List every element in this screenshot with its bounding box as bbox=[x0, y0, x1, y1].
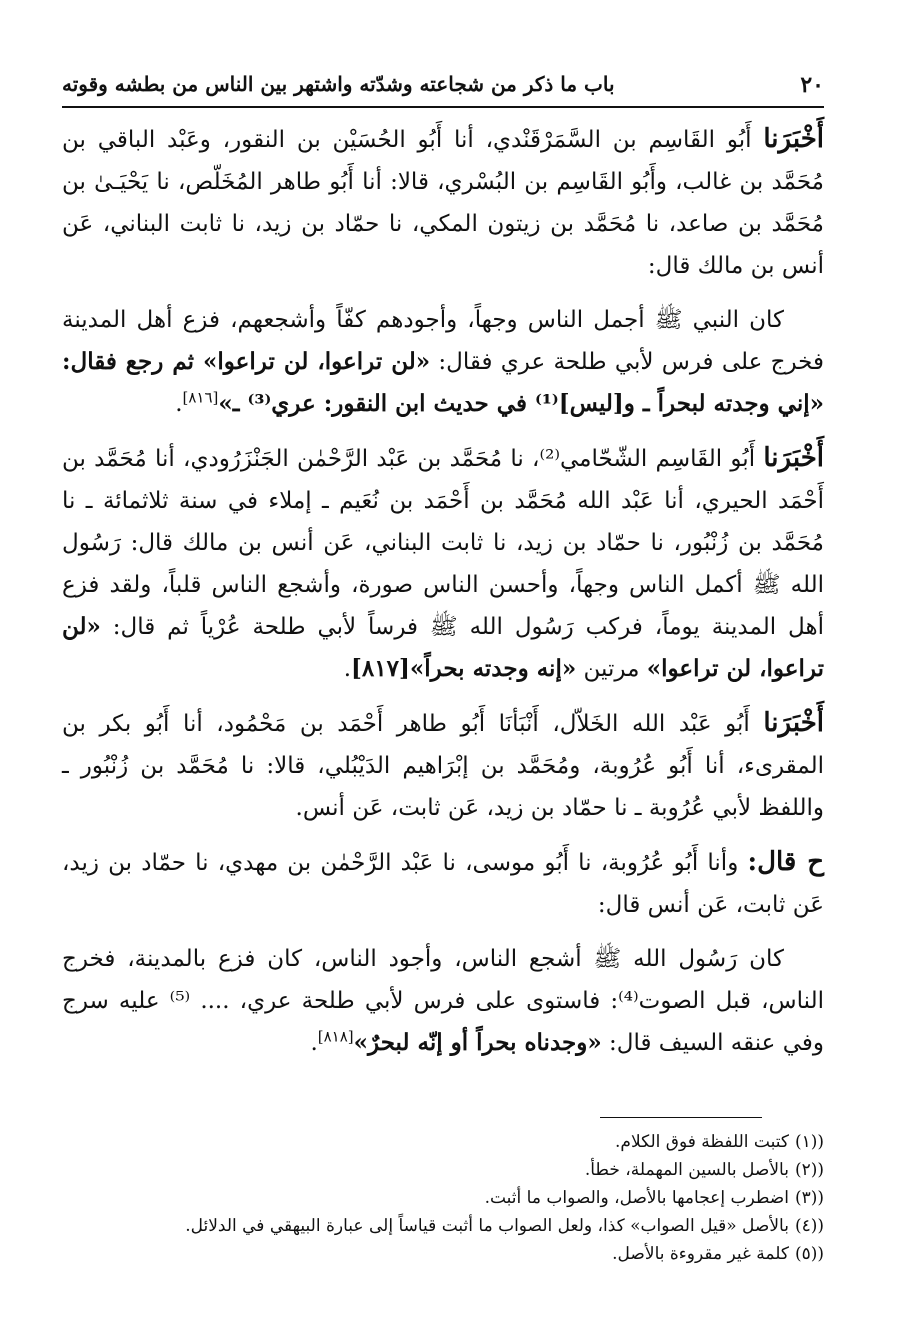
paragraph-text: كان النبي ﷺ أجمل الناس وجهاً، وأجودهم كفّاً وأشجعهم، فزع أهل المدينة فخرج على فرس لأبي طلحة عري فقال: bbox=[62, 307, 824, 375]
main-text bbox=[62, 118, 824, 1076]
hadith-number: [٨١٨] bbox=[317, 1027, 354, 1046]
footnotes bbox=[62, 1128, 824, 1268]
footnote-text: بالأصل «قيل الصواب» كذا، ولعل الصواب ما أثبت قياساً إلى عبارة البيهقي في الدلائل. bbox=[185, 1216, 789, 1236]
footnote bbox=[62, 1156, 824, 1184]
keyword: ح قال: bbox=[747, 847, 824, 877]
footnote-text: اضطرب إعجامها بالأصل، والصواب ما أثبت. bbox=[484, 1188, 789, 1208]
footnote-text: كلمة غير مقروءة بالأصل. bbox=[612, 1244, 789, 1264]
footnote-text: بالأصل بالسين المهملة، خطأ. bbox=[584, 1160, 789, 1180]
keyword: أَخْبَرَنا bbox=[763, 708, 824, 738]
quoted-text: «لن تراعوا، لن تراعوا» ثم رجع فقال: «إني وجدته لبحراً ـ و[ليس]⁽¹⁾ في حديث ابن النقور: عري⁽³⁾ ـ» bbox=[62, 348, 824, 417]
running-title: باب ما ذكر من شجاعته وشدّته واشتهر بين الناس من بطشه وقوته bbox=[62, 72, 615, 96]
footnote-separator bbox=[600, 1117, 762, 1118]
paragraph-end: . bbox=[343, 656, 352, 682]
paragraph bbox=[62, 118, 824, 287]
paragraph bbox=[62, 938, 824, 1064]
footnote-text: كتبت اللفظة فوق الكلام. bbox=[615, 1132, 789, 1152]
hadith-number: [٨١٦] bbox=[182, 388, 219, 407]
paragraph-text: كان رَسُول الله ﷺ أشجع الناس، وأجود الناس، كان فزع بالمدينة، فخرج الناس، قبل الصوت⁽⁴⁾: فاستوى على فرس لأبي طلحة عري، .... ⁽⁵⁾ عليه سرج وفي عنقه السيف قال: bbox=[62, 946, 824, 1056]
quoted-text-with-number: «إنه وجدته بحراً»[٨١٧] bbox=[351, 655, 577, 682]
footnote-number: ((٤) bbox=[794, 1216, 824, 1236]
paragraph bbox=[62, 299, 824, 425]
footnote bbox=[62, 1212, 824, 1240]
paragraph-text: أَبُو عَبْد الله الخَلاّل، أَنْبَأنَا أَبُو طاهر أَحْمَد بن مَحْمُود، أنا أَبُو بكر بن المقرىء، أنا أَبُو عُرُوبة، ومُحَمَّد بن إبْرَاهيم الدَيْبُلي، قالا: نا مُحَمَّد بن زُنْبُور ـ واللفظ لأبي عُرُوبة ـ نا حمّاد بن زيد، عَن ثابت، عَن أنس. bbox=[62, 711, 824, 821]
keyword: أَخْبَرَنا bbox=[763, 443, 824, 473]
paragraph-text: مرتين bbox=[576, 656, 647, 682]
paragraph-text: أَبُو القَاسِم الشّحّامي⁽²⁾، نا مُحَمَّد بن عَبْد الرَّحْمٰن الجَنْزَرُودي، أنا مُحَمَّد بن أَحْمَد الحيري، أنا عَبْد الله مُحَمَّد بن أَحْمَد بن نُعَيم ـ إملاء في سنة ثلاثمائة ـ نا مُحَمَّد بن زُنْبُور، نا حمّاد بن زيد، نا ثابت البناني، عَن أنس بن مالك قال: رَسُول الله ﷺ أكمل الناس وجهاً، وأحسن الناس صورة، وأشجع الناس قلباً، ولقد فزع أهل المدينة يوماً، فركب رَسُول الله ﷺ فرساً لأبي طلحة عُرْياً ثم قال: bbox=[62, 446, 824, 640]
paragraph bbox=[62, 841, 824, 926]
page-header bbox=[62, 64, 824, 108]
footnote-number: ((٢) bbox=[794, 1160, 824, 1180]
quoted-text: «لن تراعوا، لن تراعوا» bbox=[62, 613, 824, 682]
footnote-number: ((٥) bbox=[794, 1244, 824, 1264]
paragraph-text: أَبُو القَاسِم بن السَّمَرْقَنْدي، أنا أَبُو الحُسَيْن بن النقور، وعَبْد الباقي بن مُحَمَّد بن غالب، وأَبُو القَاسِم بن البُسْري، قالا: أنا أَبُو طاهر المُخَلّص، نا يَحْيَـىٰ بن مُحَمَّد بن صاعد، نا مُحَمَّد بن زيتون المكي، نا حمّاد بن زيد، نا ثابت البناني، عَن أنس بن مالك قال: bbox=[62, 127, 824, 279]
footnote bbox=[62, 1184, 824, 1212]
paragraph-text: وأنا أَبُو عُرُوبة، نا أَبُو موسى، نا عَبْد الرَّحْمٰن بن مهدي، نا حمّاد بن زيد، عَن ثابت، عَن أنس قال: bbox=[62, 850, 824, 918]
footnote bbox=[62, 1128, 824, 1156]
footnote bbox=[62, 1240, 824, 1268]
paragraph-end: . bbox=[310, 1030, 318, 1056]
page-number: ٢٠ bbox=[800, 72, 824, 98]
keyword: أَخْبَرَنا bbox=[763, 124, 824, 154]
footnote-number: ((٣) bbox=[794, 1188, 824, 1208]
paragraph bbox=[62, 702, 824, 829]
paragraph-end: . bbox=[175, 391, 183, 417]
quoted-text: «وجدناه بحراً أو إنّه لبحرٌ» bbox=[353, 1029, 602, 1056]
paragraph bbox=[62, 437, 824, 690]
footnote-number: ((١) bbox=[794, 1132, 824, 1152]
